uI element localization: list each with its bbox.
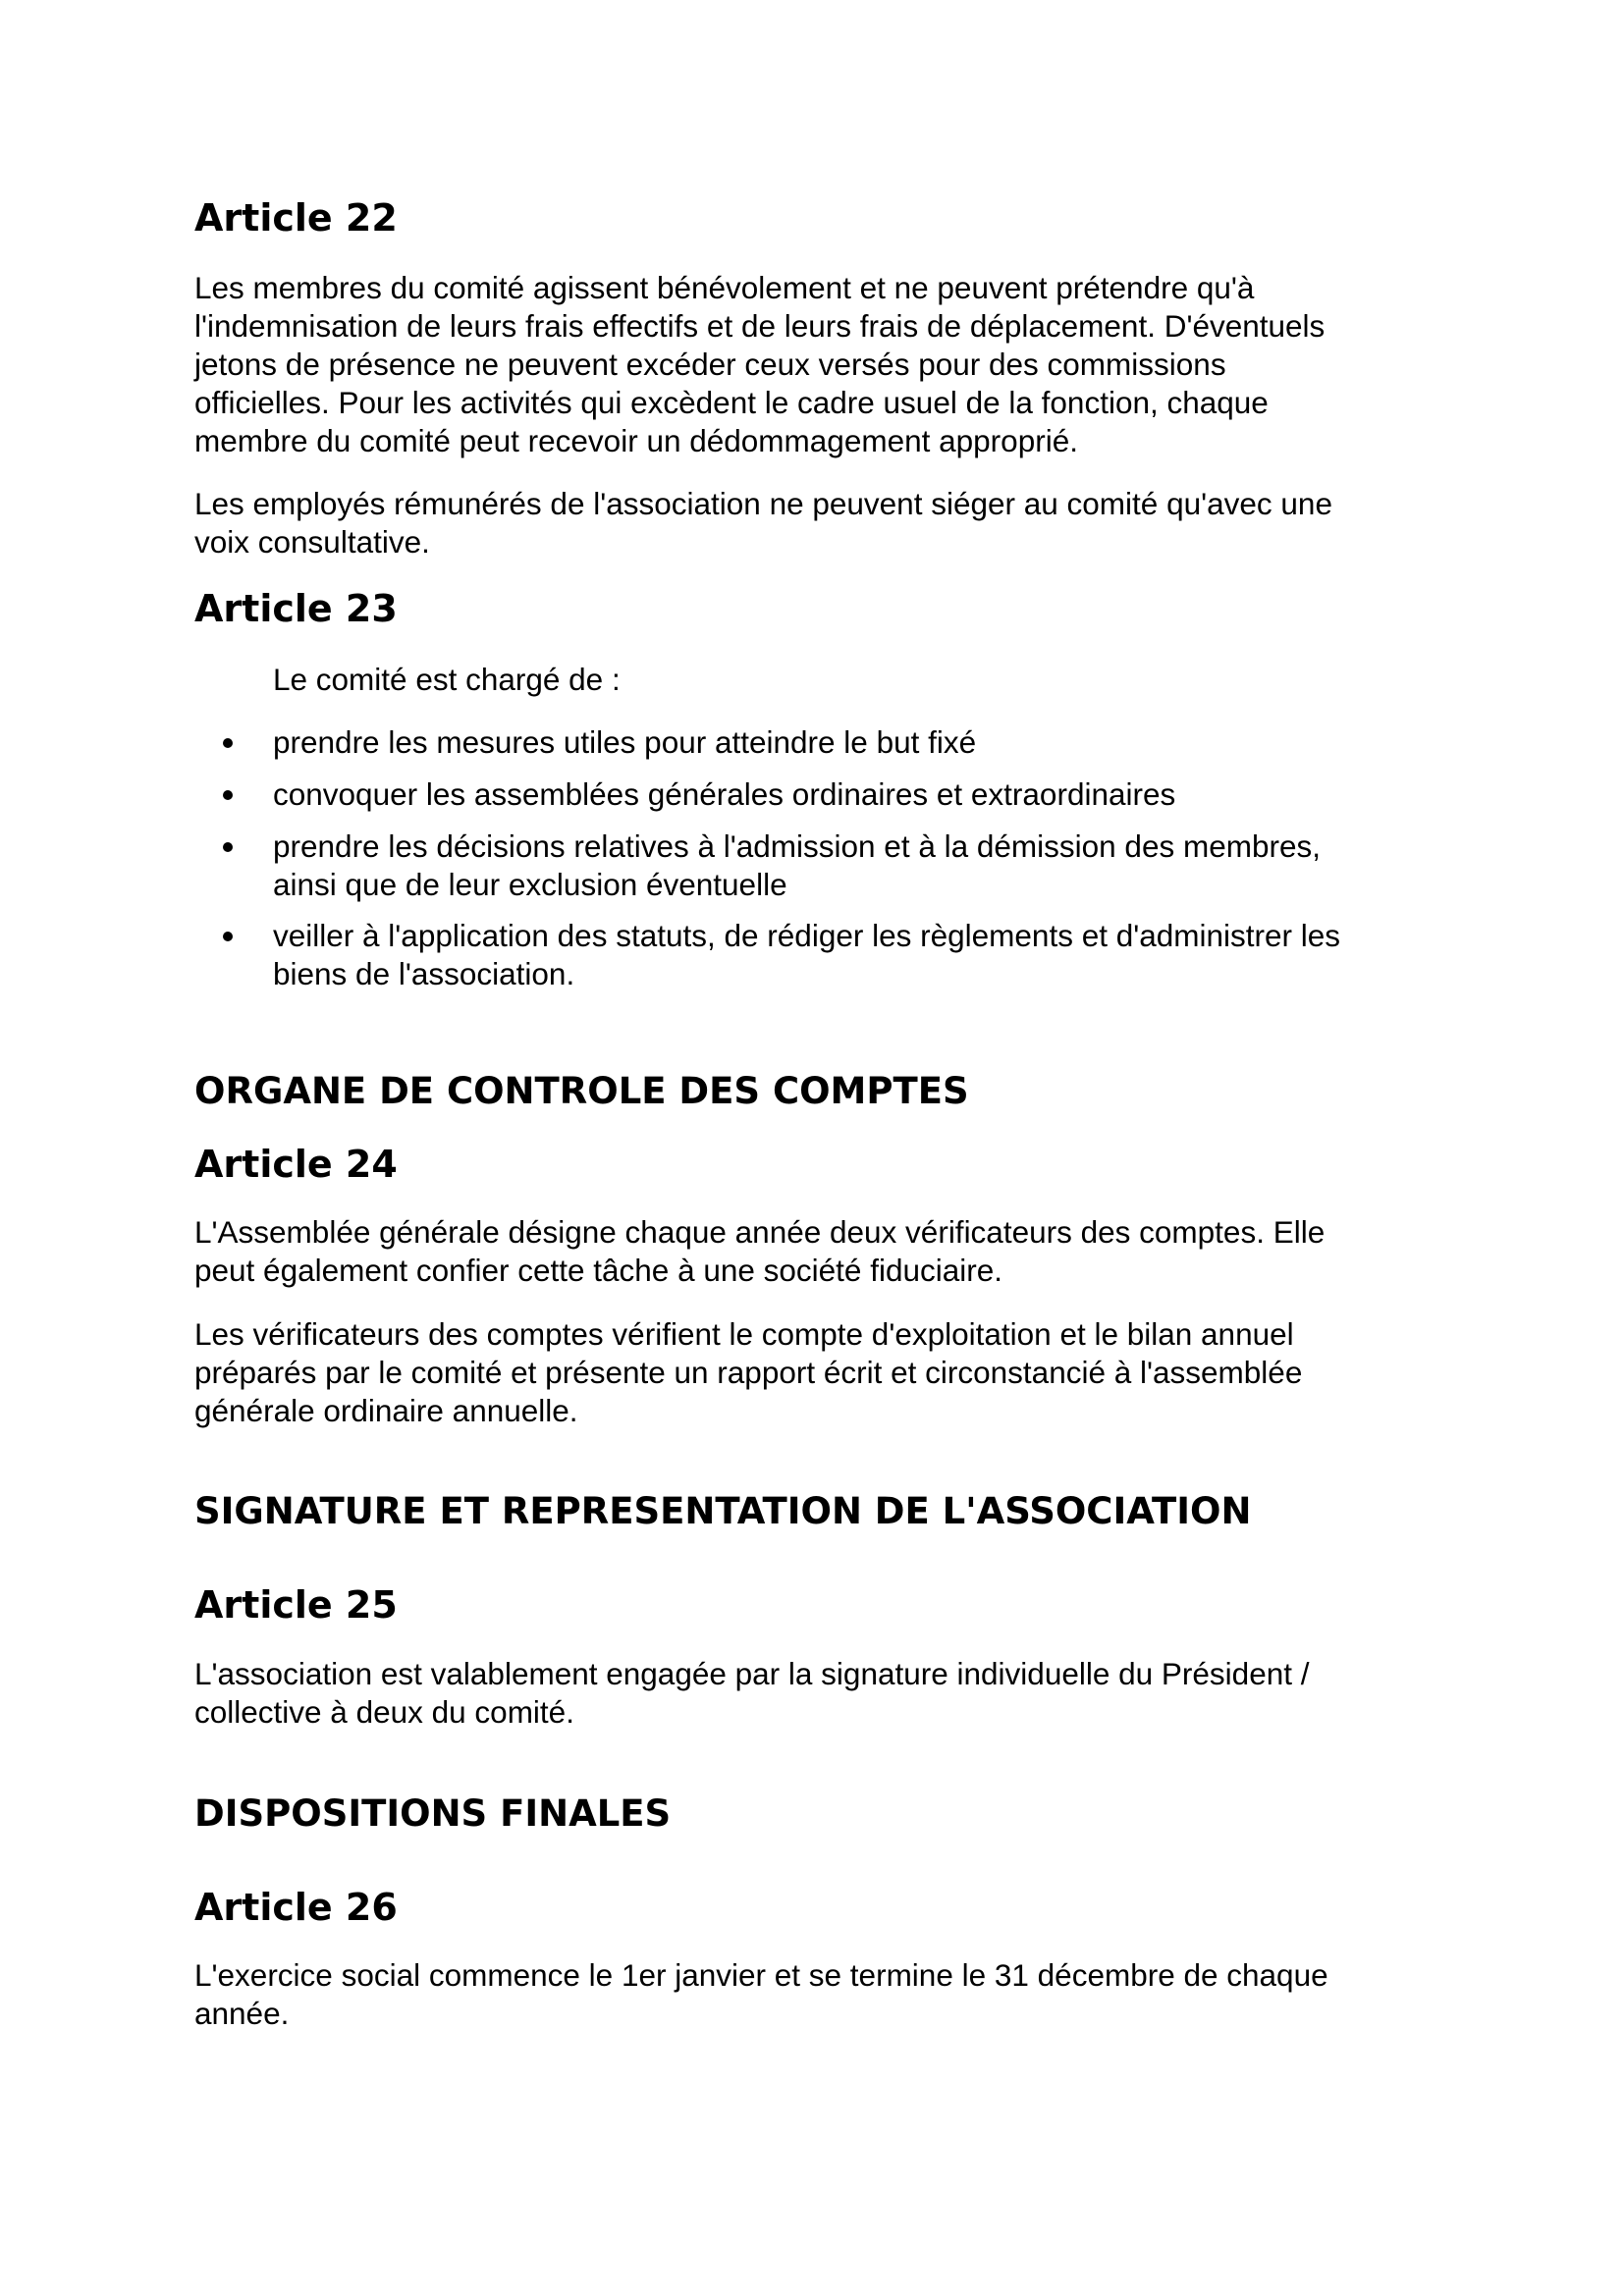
- article-22-paragraph-1: Les membres du comité agissent bénévolement et ne peuvent prétendre qu'à l'indemnisation de leurs frais effectifs et de leurs frais de déplacement. D'éventuels jetons de présence ne peuvent excéder ceux versés pour des commissions officielles. Pour les activités qui excèdent le cadre usuel de la fonction, chaque membre du comité peut recevoir un dédommagement approprié.: [194, 270, 1326, 458]
- bullet-icon: [223, 842, 233, 852]
- article-24-paragraph-1: L'Assemblée générale désigne chaque année deux vérificateurs des comptes. Elle peut également confier cette tâche à une société fiduciaire.: [194, 1214, 1326, 1288]
- article-23-intro: Le comité est chargé de :: [273, 662, 621, 697]
- section-signature-heading: SIGNATURE ET REPRESENTATION DE L'ASSOCIATION: [194, 1490, 1252, 1532]
- article-22-paragraph-2: Les employés rémunérés de l'association ne peuvent siéger au comité qu'avec une voix consultative.: [194, 486, 1332, 560]
- bullet-icon: [223, 932, 233, 941]
- article-25-paragraph-1: L'association est valablement engagée par la signature individuelle du Président / collective à deux du comité.: [194, 1656, 1310, 1730]
- bullet-icon: [223, 790, 233, 800]
- article-26-heading: Article 26: [194, 1886, 398, 1929]
- article-25-heading: Article 25: [194, 1583, 398, 1627]
- article-24-heading: Article 24: [194, 1143, 398, 1186]
- article-23-heading: Article 23: [194, 587, 398, 630]
- article-22-heading: Article 22: [194, 196, 398, 240]
- article-26-paragraph-1: L'exercice social commence le 1er janvier et se termine le 31 décembre de chaque année.: [194, 1957, 1328, 2031]
- bullet-icon: [223, 738, 233, 748]
- article-24-paragraph-2: Les vérificateurs des comptes vérifient le compte d'exploitation et le bilan annuel préparés par le comité et présente un rapport écrit et circonstancié à l'assemblée générale ordinaire annuelle.: [194, 1316, 1303, 1428]
- section-dispositions-heading: DISPOSITIONS FINALES: [194, 1792, 672, 1835]
- section-controle-heading: ORGANE DE CONTROLE DES COMPTES: [194, 1070, 969, 1112]
